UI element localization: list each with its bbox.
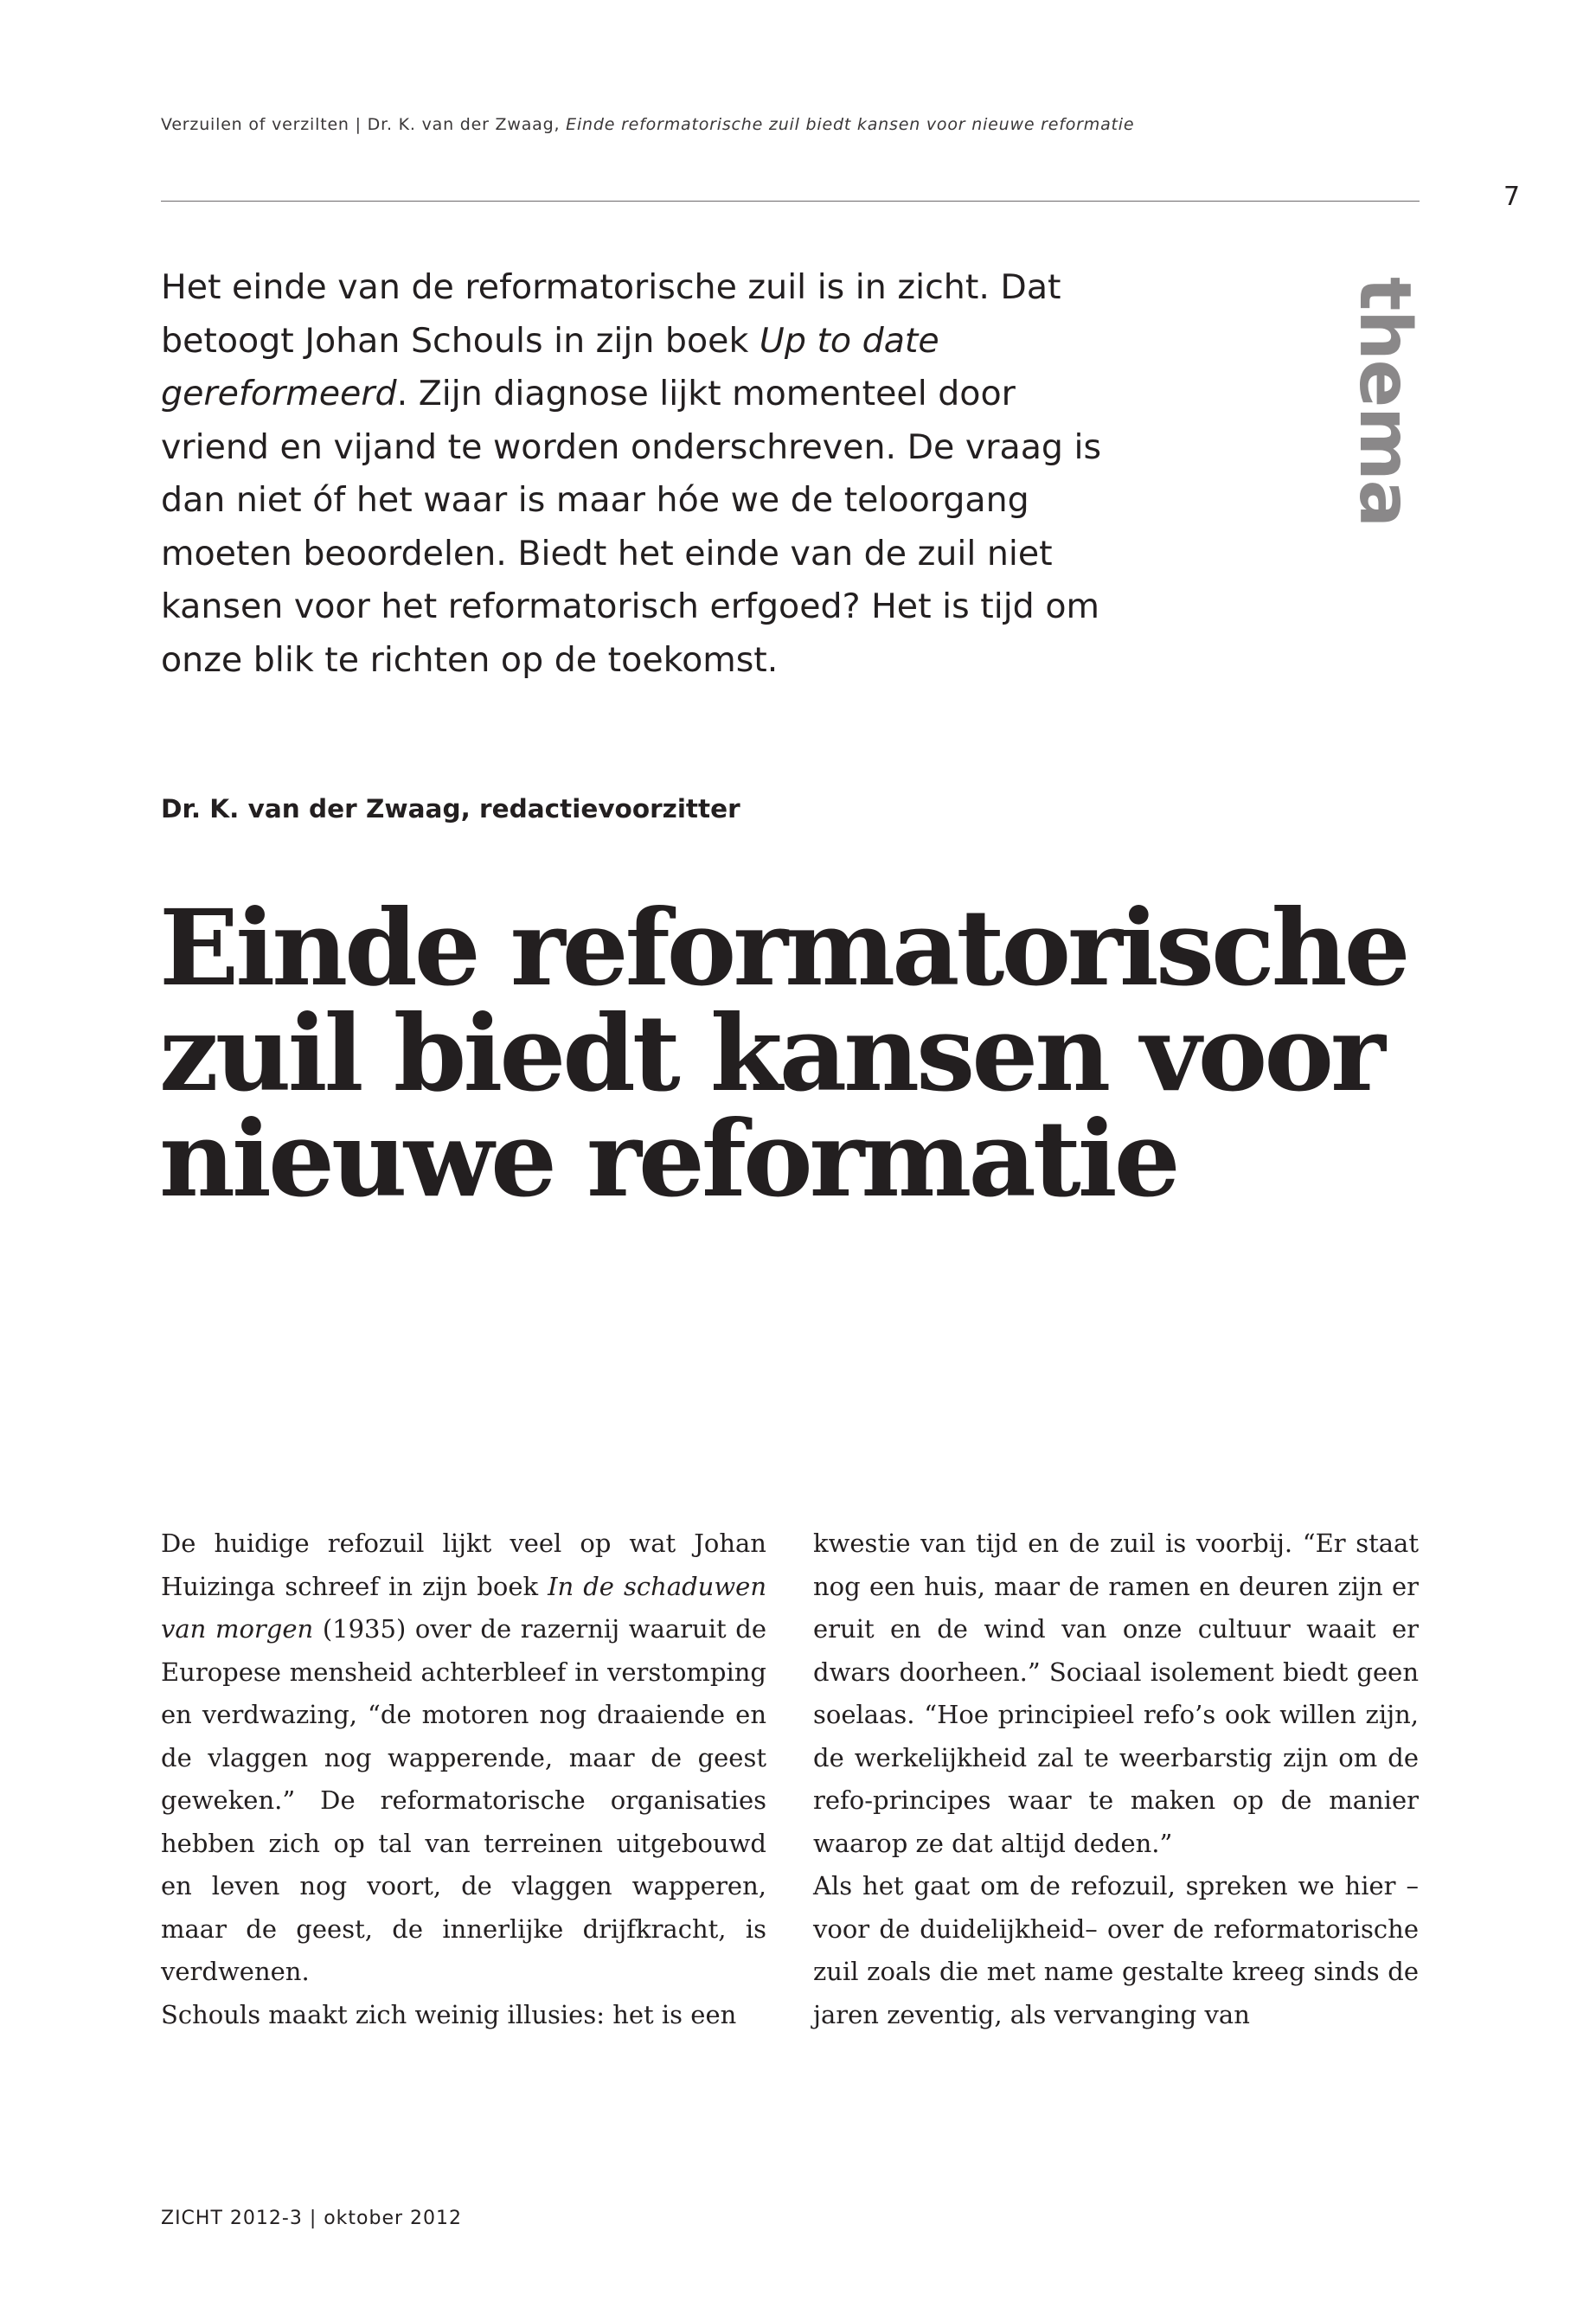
header-article-title: Einde reformatorische zuil biedt kansen voor nieuwe reformatie	[566, 115, 1135, 134]
running-header	[161, 115, 1424, 134]
header-separator: |	[355, 115, 362, 134]
body-column-right	[813, 1522, 1419, 2036]
headline-line-1: Einde reformatorische	[159, 886, 1407, 1009]
body-book-title: In de schaduwen van morgen	[161, 1571, 766, 1644]
page-number: 7	[1503, 182, 1521, 212]
body-text: De huidige refozuil lijkt veel op wat Johan Huizinga schreef in zijn boek	[161, 1529, 766, 1601]
article-headline	[159, 886, 1439, 1221]
body-paragraph: kwestie van tijd en de zuil is voorbij. “Er staat nog een huis, maar de ramen en deuren zijn er eruit en de wind van onze cultuur waait er dwars doorheen.” Sociaal isolement biedt geen soelaas. “Hoe principieel refo’s ook willen zijn, de werkelijkheid zal te weerbarstig zijn om de refo-principes waar te maken op de manier waarop ze dat altijd deden.”	[813, 1529, 1419, 1858]
headline-line-2: zuil biedt kansen voor	[159, 991, 1382, 1115]
body-column-left	[161, 1522, 766, 2036]
page-footer: ZICHT 2012-3 | oktober 2012	[161, 2208, 463, 2229]
intro-text-1: Het einde van de reformatorische zuil is in zicht. Dat betoogt Johan Schouls in zijn boek	[161, 267, 1061, 361]
header-rule	[161, 201, 1420, 202]
body-paragraph: Schouls maakt zich weinig illusies: het is een	[161, 1999, 737, 2029]
intro-book-title: Up to date gereformeerd	[161, 320, 939, 413]
body-paragraph: Als het gaat om de refozuil, spreken we hier –voor de duidelijkheid– over de reformatorische zuil zoals die met name gestalte kreeg sinds de jaren zeventig, als vervanging van	[813, 1871, 1419, 2029]
intro-paragraph	[161, 261, 1112, 687]
body-paragraph	[161, 1522, 766, 1994]
body-text: (1935) over de razernij waaruit de Europese mensheid achterbleef in verstomping en verdwazing, “de motoren nog draaiende en de vlaggen nog wapperende, maar de geest geweken.” De reformatorische organisaties hebben zich op tal van terreinen uitgebouwd en leven nog voort, de vlaggen wapperen, maar de geest, de innerlijke drijfkracht, is verdwenen.	[161, 1614, 766, 1986]
header-author: Dr. K. van der Zwaag,	[367, 115, 561, 134]
section-tag	[1343, 277, 1427, 527]
byline: Dr. K. van der Zwaag, redactievoorzitter	[161, 794, 740, 824]
headline-line-3: nieuwe reformatie	[159, 1097, 1177, 1221]
header-section: Verzuilen of verzilten	[161, 115, 349, 134]
section-tag-label: thema	[1343, 277, 1426, 527]
intro-text-2: . Zijn diagnose lijkt momenteel door vriend en vijand te worden onderschreven. De vraag is dan niet óf het waar is maar hóe we de teloorgang moeten beoordelen. Biedt het einde van de zuil niet kansen voor het reformatorisch erfgoed? Het is tijd om onze blik te richten op de toekomst.	[161, 374, 1102, 680]
